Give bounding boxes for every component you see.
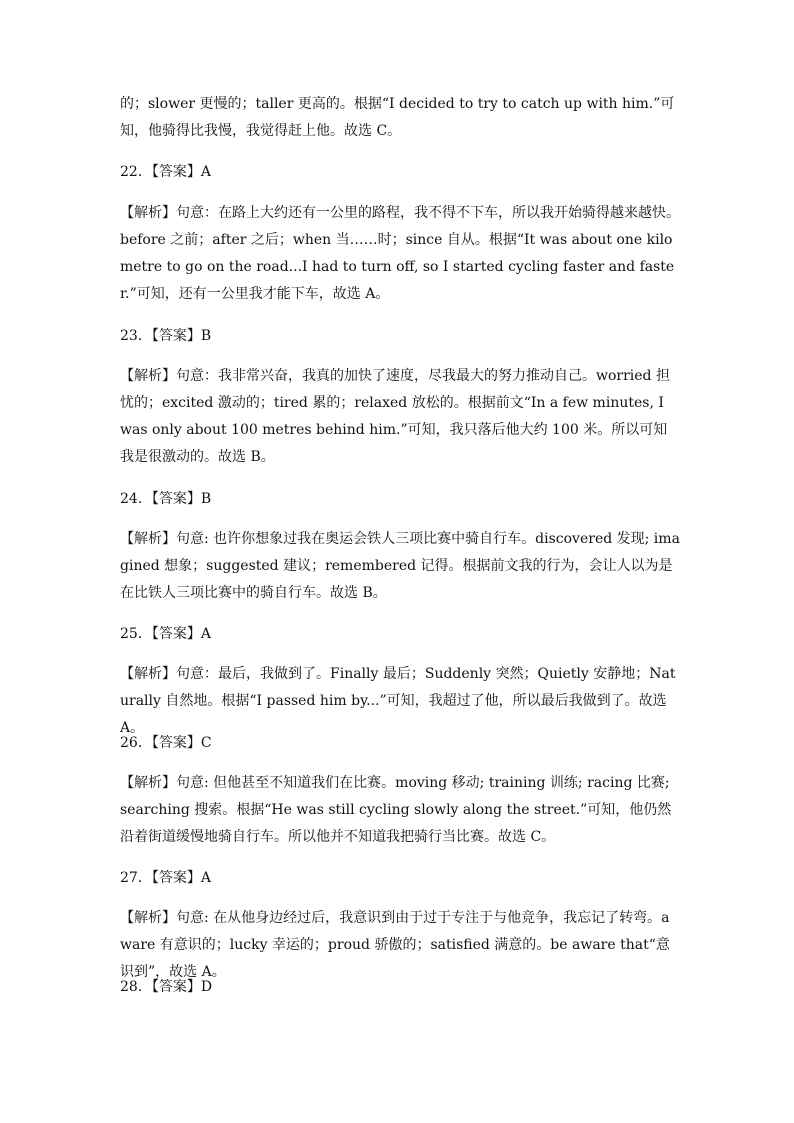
analysis-22: 【解析】句意：在路上大约还有一公里的路程，我不得不下车，所以我开始骑得越来越快。before 之前；after 之后；when 当……时；since 自从。根据“It was about one kilometre to go on the road...I had to turn off, so I started cycling faster and faster.”可知，还有一公里我才能下车，故选 A。 [120,205,680,302]
analysis-24: 【解析】句意: 也许你想象过我在奥运会铁人三项比赛中骑自行车。discovered 发现; imagined 想象；suggested 建议；remembered 记得。根据前文我的行为，会让人以为是在比铁人三项比赛中的骑自行车。故选 B。 [120,531,680,601]
answer-28: 28．【答案】D [120,979,213,995]
answer-25: 25．【答案】A [120,626,211,642]
analysis-21-continuation: 的；slower 更慢的；taller 更高的。根据“I decided to try to catch up with him.”可知，他骑得比我慢，我觉得赶上他。故选 C。 [120,96,675,139]
answer-27: 27．【答案】A [120,870,211,886]
answer-26: 26．【答案】C [120,735,212,751]
analysis-26: 【解析】句意: 但他甚至不知道我们在比赛。moving 移动; training 训练; racing 比赛; searching 搜索。根据“He was still cycling slowly along the street.”可知，他仍然沿着街道缓慢地骑自行车。所以他并不知道我把骑行当比赛。故选 C。 [120,775,672,845]
answer-24: 24．【答案】B [120,491,212,507]
analysis-23: 【解析】句意：我非常兴奋，我真的加快了速度，尽我最大的努力推动自己。worried 担忧的；excited 激动的；tired 累的；relaxed 放松的。根据前文“In a few minutes, I was only about 100 metres behind him.”可知，我只落后他大约 100 米。所以可知我是很激动的。故选 B。 [120,368,670,465]
analysis-27: 【解析】句意: 在从他身边经过后，我意识到由于过于专注于与他竞争，我忘记了转弯。aware 有意识的；lucky 幸运的；proud 骄傲的；satisfied 满意的。be aware that“意识到”，故选 A。 [120,910,670,980]
answer-23: 23．【答案】B [120,328,212,344]
analysis-25: 【解析】句意：最后，我做到了。Finally 最后；Suddenly 突然；Quietly 安静地；Naturally 自然地。根据“I passed him by...”可知，我超过了他，所以最后我做到了。故选 A。 [120,666,676,736]
answer-22: 22．【答案】A [120,164,211,180]
